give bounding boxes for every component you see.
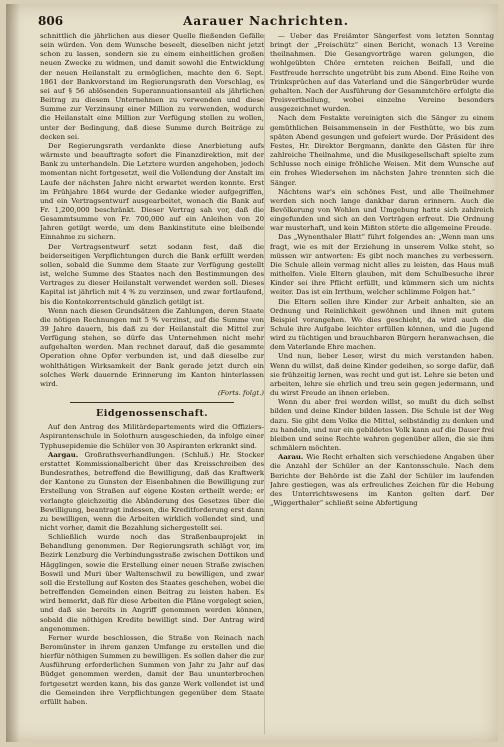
dateline: Aargau.: [48, 450, 79, 459]
article-paragraph: Nächtens war's ein schönes Fest, und alle Theilnehmer werden sich noch lange dankbar daran erinnern. Auch die Bevölkerung von Wohlen und Umgebung hatte sich zahlreich eingefunden und sich an den Vorträgen erfreut. Die Ordnung war musterhaft, und kein Mißton störte die allgemeine Freude.: [270, 187, 494, 233]
page-number: 806: [38, 14, 64, 28]
article-text: Wie Recht erhalten sich verschiedene Angaben über die Anzahl der Schüler an der Kantonsschule. Nach dem Berichte der Behörde ist die Zahl der Schüler im laufenden Jahre gestiegen, was als erfreuliches Zeichen für die Hebung des Unterrichtswesens im Kanton gelten darf. Der „Wiggerthaler“ schließt seine Abfertigung: [270, 453, 494, 507]
page-spine-shadow: [6, 4, 20, 742]
running-head: Aarauer Nachrichten.: [183, 14, 349, 28]
right-column: [270, 32, 494, 736]
article-paragraph: schnittlich die jährlichen aus dieser Quelle fließenden Gefälle sein würden. Von dem Wunsche beseelt, dieselben nicht jetzt schon zu lassen, sondern sie zu einem einheitlichen großen neuen Zwecke zu widmen, und damit sowohl die Entwicklung der neuen Heilanstalt zu ermöglichen, machte den 6. Sept. 1861 der Bankvorstand im Regierungsrath den Vorschlag, es sei auf § 56 ablösenden Superannuationsanteil als jährlichen Beitrag zu diesem Unternehmen zu verwenden und diese Summe zur Verzinsung einer Million zu verwenden, wodurch die Heilanstalt eine Million zur Verfügung stellen zu wollen, unter der Bedingung, daß diese Summe durch Beiträge zu decken sei.: [40, 32, 264, 141]
article-paragraph: Wenn du aber frei werden willst, so mußt du dich selbst bilden und deine Kinder bilden lassen. Die Schule ist der Weg dazu. Sie gibt dem Volke die Mittel, selbständig zu denken und zu handeln, und nur ein gebildetes Volk kann auf die Dauer frei bleiben und seine Rechte wahren gegenüber allen, die sie ihm schmälern möchten.: [270, 398, 494, 453]
article-paragraph: Wenn nach diesen Grundsätzen die Zahlungen, deren Staate die nötigen Rechnungen mit 5 % verzinst, auf die Summe von 39 Jahre dauern, bis daß zu der Heilanstalt die Mittel zur Verfügung stehen, so dürfe das Unternehmen nicht mehr aufgehalten werden. Man rechnet darauf, daß die gesammte Operation ohne Opfer verbunden ist, und daß dieselbe zur wohlthätigen Wirksamkeit der Bank gerade jetzt durch ein solches Werk dauernde Erinnerung im Kanton hinterlassen wird.: [40, 306, 264, 388]
article-paragraph: Der Vertragsentwurf setzt sodann fest, daß die beiderseitigen Verpflichtungen durch die Bank erfüllt werden sollen, sobald die Summe dem Staate zur Verfügung gestellt ist, welche Summe des Staates nach den Bestimmungen des Vertrages zu dieser Heilanstalt verwendet werden soll. Dieses Kapital ist jährlich mit 4 % zu verzinsen, und zwar fortlaufend, bis die Kontokorrentschuld gänzlich getilgt ist.: [40, 242, 264, 306]
article-paragraph: Auf den Antrag des Militärdepartements wird die Offiziers-Aspirantenschule in Solothurn ausgeschieden, da infolge einer Typhusepidemie die Schüler von 30 Aspiranten erkrankt sind.: [40, 423, 264, 450]
article-paragraph: Der Regierungsrath verdankte diese Anerbietung aufs wärmste und beauftragte sofort die Finanzdirektion, mit der Bank zu unterhandeln. Die Letztere wurden angehoben, jedoch momentan nicht fortgesetzt, weil die Vollendung der Anstalt im Laufe der nächsten Jahre nicht erwartet werden konnte. Erst im Frühjahre 1864 wurde der Gedanke wieder aufgegriffen, und ein Vertragsentwurf ausgearbeitet, wonach die Bank auf Fr. 1,200,000 beschränkt. Dieser Vertrag sah vor, daß die Gesammtsumme von Fr. 700,000 auf ein Anleihen von 20 Jahren getilgt werde, um dem Bankinstitute eine bleibende Einnahme zu sichern.: [40, 141, 264, 242]
article-paragraph: — Ueber das Freiämter Sängerfest vom letzten Sonntag bringt der „Freischütz“ einen Bericht, wonach 13 Vereine theilnahmen. Die Gesangvorträge waren gelungen, die wohlgeübten Chöre ernteten reichen Beifall, und die Festfreude herrschte ungetrübt bis zum Abend. Eine Reihe von Trinksprüchen auf das Vaterland und die Sängerbrüder wurde gehalten. Nach der Ausführung der Gesammtchöre erfolgte die Preisvertheilung, wobei einzelne Vereine besonders ausgezeichnet wurden.: [270, 32, 494, 114]
section-title: Eidgenossenschaft.: [95, 408, 209, 420]
article-paragraph: Nach dem Festakte vereinigten sich die Sänger zu einem gemüthlichen Beisammensein in der Festhütte, wo bis zum späten Abend gesungen und gefeiert wurde. Der Präsident des Festes, Hr. Direktor Bergmann, dankte den Gästen für ihre zahlreiche Theilnahme, und die Musikgesellschaft spielte zum Schlusse noch einige fröhliche Weisen. Mit dem Wunsche auf ein frohes Wiedersehen im nächsten Jahre trennten sich die Sänger.: [270, 114, 494, 187]
continuation-note: (Forts. folgt.): [217, 389, 264, 398]
article-paragraph: Schließlich wurde noch das Straßenbauprojekt in Behandlung genommen. Der Regierungsrath schlägt vor, im Bezirk Lenzburg die Verbindungsstraße zwischen Dottikon und Hägglingen, sowie die Erstellung einer neuen Straße zwischen Boswil und Muri über Waltenschwil zu bewilligen, und zwar soll die Erstellung auf Kosten des Staates geschehen, wobei die betreffenden Gemeinden einen Beitrag zu leisten haben. Es wird bemerkt, daß für diese Arbeiten die Pläne vorgelegt seien, und daß sie bereits in Angriff genommen werden können, sobald die nöthigen Kredite bewilligt sind. Der Antrag wird angenommen.: [40, 533, 264, 633]
newspaper-page: [6, 4, 498, 742]
left-column: [40, 32, 264, 736]
article-paragraph-with-lead: [270, 453, 494, 508]
article-paragraph: Und nun, lieber Leser, wirst du mich verstanden haben. Wenn du willst, daß deine Kinder gedeihen, so sorge dafür, daß sie frühzeitig lernen, was recht und gut ist. Lehre sie beten und arbeiten, lehre sie ehrlich und treu sein gegen jedermann, und du wirst Freude an ihnen erleben.: [270, 352, 494, 398]
article-paragraph: Die Eltern sollen ihre Kinder zur Arbeit anhalten, sie an Ordnung und Reinlichkeit gewöhnen und ihnen mit gutem Beispiel vorangehen. Wo dies geschieht, da wird auch die Schule ihre Aufgabe leichter erfüllen können, und die Jugend wird zu tüchtigen und brauchbaren Bürgern heranwachsen, die dem Vaterlande Ehre machen.: [270, 297, 494, 352]
article-paragraph-with-lead: [40, 451, 264, 533]
section-divider: [70, 402, 234, 403]
dateline: Aarau.: [278, 453, 304, 462]
column-gutter: [264, 34, 265, 734]
page-header: [38, 14, 494, 30]
article-paragraph: Ferner wurde beschlossen, die Straße von Reinach nach Beromünster in ihrem ganzen Umfange zu erstellen und die hierfür nöthigen Summen zu bewilligen. Es sollen daher die zur Ausführung erforderlichen Summen von Jahr zu Jahr auf das Büdget genommen werden, damit der Bau ununterbrochen fortgesetzt werden kann, bis das ganze Werk vollendet ist und die Gemeinden ihre Verpflichtungen gegenüber dem Staate erfüllt haben.: [40, 633, 264, 706]
article-text: Großrathsverhandlungen. (Schluß.) Hr. Stocker erstattet Kommissionalbericht über das Kreisschreiben des Bundesrathes, betreffend die Bewilligung, daß das Kraftwerk der Kantone zu Gunsten der Eisenbahnen die Bewilligung zur Erstellung von Straßen auf eigene Kosten ertheilt werde; er verlangte gleichzeitig die Abänderung des Gesetzes über die Bewilligung, beantragt indessen, die Kreditforderung erst dann zu bewilligen, wenn die Arbeiten wirklich vollendet sind, und nicht vorher, damit die Bezahlung sichergestellt sei.: [40, 450, 264, 532]
article-paragraph: Das „Wynenthaler Blatt“ führt folgendes an: „Wenn man uns fragt, wie es mit der Erziehung in unserem Volke steht, so müssen wir antworten: Es gibt noch manches zu verbessern. Die Schule allein vermag nicht alles zu leisten, das Haus muß mithelfen. Viele Eltern glauben, mit dem Schulbesuche ihrer Kinder sei ihre Pflicht erfüllt, und kümmern sich um nichts weiter. Das ist ein Irrthum, welcher schlimme Folgen hat.“: [270, 233, 494, 297]
